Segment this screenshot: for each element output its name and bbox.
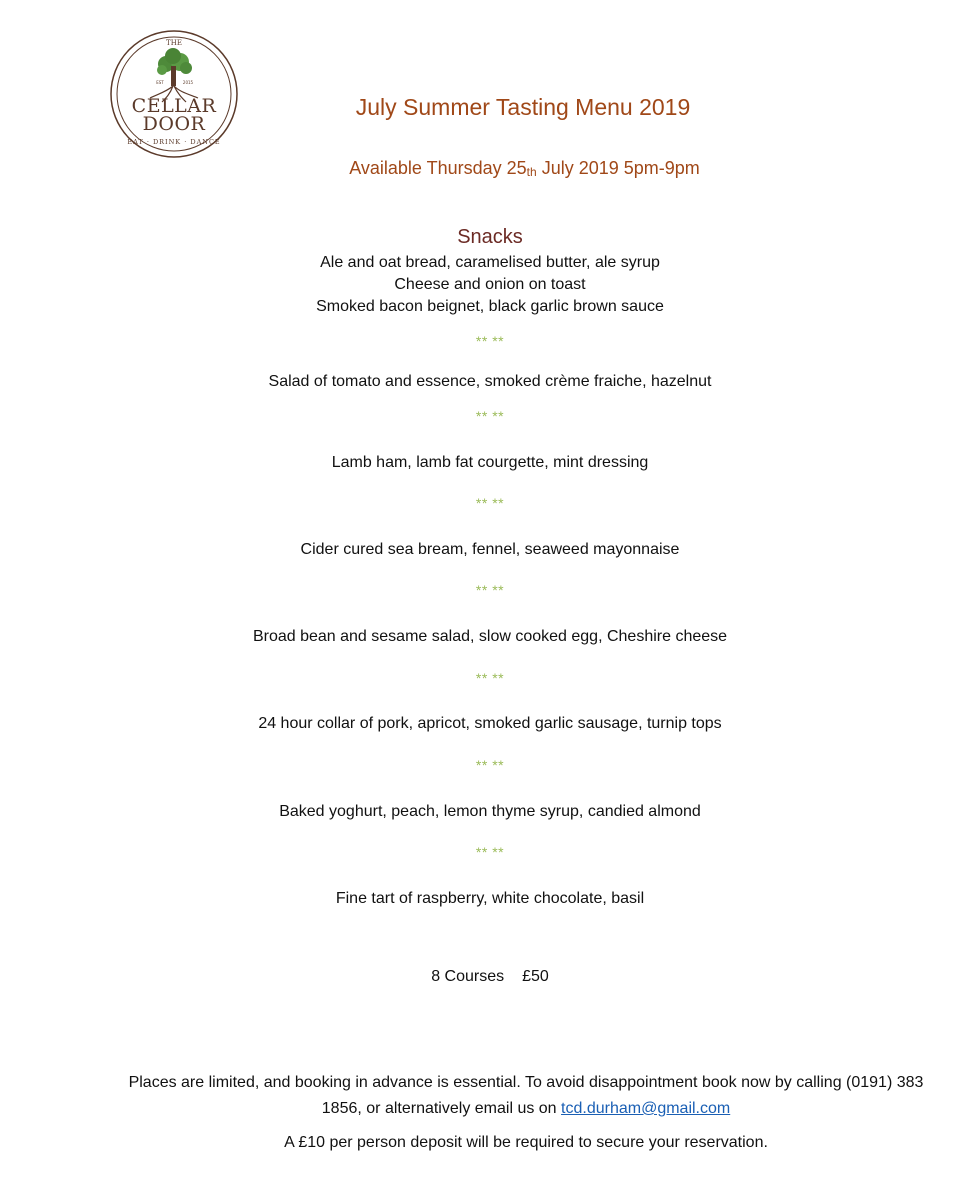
logo-the: THE: [166, 39, 182, 47]
course-item: Lamb ham, lamb fat courgette, mint dressing: [331, 454, 649, 471]
email-link[interactable]: tcd.durham@gmail.com: [561, 1100, 731, 1117]
menu-title: July Summer Tasting Menu 2019: [355, 94, 691, 120]
logo-cellar: CELLAR: [131, 95, 217, 117]
snack-item: Ale and oat bread, caramelised butter, ale syrup: [320, 254, 660, 271]
course-separator: ** **: [475, 333, 505, 349]
logo-tagline: EAT · DRINK · DANCE: [127, 138, 221, 146]
course-separator: ** **: [475, 757, 505, 773]
logo-door: DOOR: [142, 113, 206, 135]
booking-text: Places are limited, and booking in advance is essential. To avoid disappointment book now by calling (0191) 383 1856, or alternatively email us on: [128, 1074, 924, 1117]
deposit-note: A £10 per person deposit will be required to secure your reservation.: [284, 1134, 768, 1151]
course-separator: ** **: [475, 582, 505, 598]
snack-item: Cheese and onion on toast: [394, 276, 586, 293]
snacks-list: [0, 252, 980, 318]
course-separator: ** **: [475, 670, 505, 686]
snack-item: Smoked bacon beignet, black garlic brown sauce: [316, 298, 664, 315]
course-item: Cider cured sea bream, fennel, seaweed mayonnaise: [300, 541, 680, 558]
course-item: Fine tart of raspberry, white chocolate, basil: [335, 890, 645, 907]
booking-info: [126, 1070, 926, 1122]
availability-ordinal: th: [526, 165, 537, 179]
course-item: Baked yoghurt, peach, lemon thyme syrup, candied almond: [279, 803, 701, 820]
course-separator: ** **: [475, 844, 505, 860]
course-item: Salad of tomato and essence, smoked crème fraiche, hazelnut: [268, 373, 712, 390]
course-count: 8 Courses: [431, 968, 505, 985]
snacks-heading: Snacks: [457, 226, 523, 248]
availability-prefix: Available Thursday 25: [349, 158, 527, 178]
course-item: Broad bean and sesame salad, slow cooked egg, Cheshire cheese: [252, 628, 728, 645]
logo-year: 2015: [182, 80, 194, 85]
price-line: [0, 968, 980, 986]
availability-rest: July 2019 5pm-9pm: [536, 158, 700, 178]
course-separator: ** **: [475, 408, 505, 424]
course-separator: ** **: [475, 495, 505, 511]
availability-line: [0, 158, 980, 179]
logo-est: EST: [156, 80, 164, 85]
course-item: 24 hour collar of pork, apricot, smoked garlic sausage, turnip tops: [258, 715, 722, 732]
price-amount: £50: [522, 968, 549, 985]
